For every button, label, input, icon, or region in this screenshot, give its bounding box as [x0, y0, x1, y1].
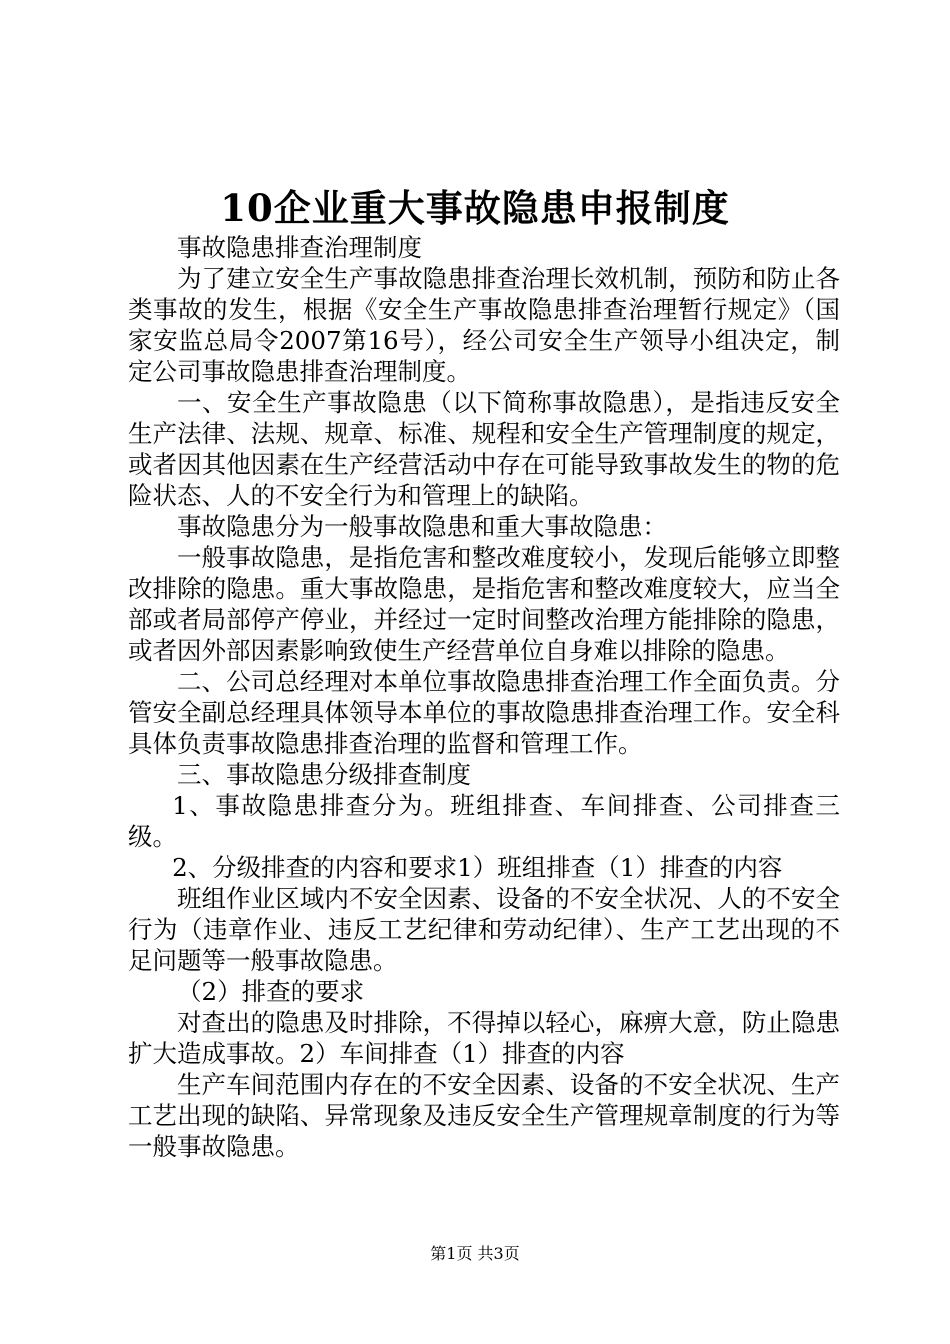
paragraph: 事故隐患排查治理制度 [177, 233, 422, 262]
paragraph: 对查出的隐患及时排除，不得掉以轻心，麻痹大意，防止隐患扩大造成事故。2）车间排查（1）排查的内容 [128, 1008, 840, 1068]
paragraph: 事故隐患分为一般事故隐患和重大事故隐患： [177, 512, 667, 541]
paragraph: 1、事故隐患排查分为。班组排查、车间排查、公司排查三级。 [128, 791, 840, 851]
paragraph: 班组作业区域内不安全因素、设备的不安全状况、人的不安全行为（违章作业、违反工艺纪律和劳动纪律）、生产工艺出现的不足问题等一般事故隐患。 [128, 884, 840, 975]
paragraph: 一、安全生产事故隐患（以下简称事故隐患），是指违反安全生产法律、法规、规章、标准、规程和安全生产管理制度的规定，或者因其他因素在生产经营活动中存在可能导致事故发生的物的危险状态、人的不安全行为和管理上的缺陷。 [128, 388, 840, 510]
paragraph: 二、公司总经理对本单位事故隐患排查治理工作全面负责。分管安全副总经理具体领导本单位的事故隐患排查治理工作。安全科具体负责事故隐患排查治理的监督和管理工作。 [128, 667, 840, 758]
page-number-footer: 第1页 共3页 [430, 1244, 520, 1263]
paragraph: 为了建立安全生产事故隐患排查治理长效机制，预防和防止各类事故的发生，根据《安全生产事故隐患排查治理暂行规定》（国家安监总局令2007第16号），经公司安全生产领导小组决定，制定公司事故隐患排查治理制度。 [128, 264, 840, 386]
page-title: 10企业重大事故隐患申报制度 [220, 186, 730, 230]
paragraph: 2、分级排查的内容和要求1）班组排查（1）排查的内容 [172, 853, 783, 882]
paragraph: 生产车间范围内存在的不安全因素、设备的不安全状况、生产工艺出现的缺陷、异常现象及违反安全生产管理规章制度的行为等一般事故隐患。 [128, 1070, 840, 1161]
document-body [128, 232, 840, 1162]
paragraph: 一般事故隐患，是指危害和整改难度较小，发现后能够立即整改排除的隐患。重大事故隐患，是指危害和整改难度较大，应当全部或者局部停产停业，并经过一定时间整改治理方能排除的隐患，或者因外部因素影响致使生产经营单位自身难以排除的隐患。 [128, 543, 840, 665]
section-heading: 三、事故隐患分级排查制度 [177, 760, 471, 789]
paragraph: （2）排查的要求 [177, 977, 365, 1006]
